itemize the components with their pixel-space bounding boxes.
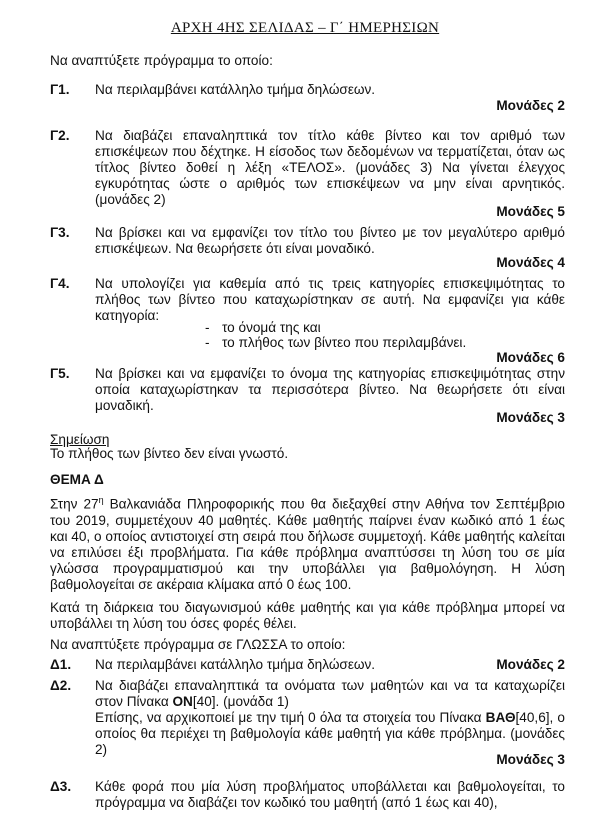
g3-label: Γ3.	[50, 225, 70, 240]
question-d3	[50, 779, 565, 815]
g1-text: Να περιλαμβάνει κατάλληλο τμήμα δηλώσεων.	[95, 82, 376, 97]
g4-label: Γ4.	[50, 276, 70, 291]
d2-monades: Μονάδες 3	[496, 752, 565, 767]
d2-label: Δ2.	[50, 678, 72, 693]
d1-label: Δ1.	[50, 657, 72, 672]
question-d1	[50, 657, 565, 675]
question-g2	[50, 128, 565, 220]
g4-monades: Μονάδες 6	[496, 350, 565, 365]
question-g5	[50, 366, 565, 426]
array-vath: ΒΑΘ	[485, 710, 516, 725]
note-title: Σημείωση	[50, 432, 110, 447]
d2-text: Να διαβάζει επαναληπτικά τα ονόματα των μαθητών και να τα καταχωρίζει στον Πίνακα ΟΝ[40]. (μονάδα 1) Επίσης, να αρχικοποιεί με την τιμή 0 όλα τα στοιχεία του Πίνακα ΒΑΘ[40,6], ο οποίος θα περιέχει τη βαθμολογία κάθε μαθητή για κάθε πρόβλημα. (μονάδες 2)	[95, 678, 565, 757]
g1-label: Γ1.	[50, 82, 70, 97]
question-d2	[50, 678, 565, 768]
d3-label: Δ3.	[50, 779, 72, 794]
d1-monades: Μονάδες 2	[496, 657, 565, 672]
d3-text: Κάθε φορά που μία λύση προβλήματος υποβάλλεται και βαθμολογείται, το πρόγραμμα να διαβάζει τον κωδικό του μαθητή (από 1 έως και 40),	[95, 779, 565, 810]
question-g3	[50, 225, 565, 275]
g3-monades: Μονάδες 4	[496, 255, 565, 270]
intro-g: Να αναπτύξετε πρόγραμμα το οποίο:	[50, 53, 273, 68]
note-text: Το πλήθος των βίντεο δεν είναι γνωστό.	[50, 446, 289, 461]
thema-d-heading: ΘΕΜΑ Δ	[50, 472, 104, 487]
g1-monades: Μονάδες 2	[496, 98, 565, 113]
d-paragraph-2: Κατά τη διάρκεια του διαγωνισμού κάθε μαθητής και για κάθε πρόβλημα μπορεί να υποβάλλει τη λύση του όσες φορές θέλει.	[50, 600, 565, 631]
g2-monades: Μονάδες 5	[496, 204, 565, 219]
d1-text: Να περιλαμβάνει κατάλληλο τμήμα δηλώσεων.	[95, 657, 376, 672]
intro-d: Να αναπτύξετε πρόγραμμα σε ΓΛΩΣΣΑ το οποίο:	[50, 637, 346, 652]
g2-text: Να διαβάζει επαναληπτικά τον τίτλο κάθε βίντεο και τον αριθμό των επισκέψεων που δέχτηκε. Η είσοδος των δεδομένων να τερματίζεται, όταν ως τίτλος βίντεο δοθεί η λέξη «ΤΕΛΟΣ». (μονάδες 3) Να γίνεται έλεγχος εγκυρότητας ώστε ο αριθμός των επισκέψεων να μην είναι αρνητικός. (μονάδες 2)	[95, 128, 565, 207]
g3-text: Να βρίσκει και να εμφανίζει τον τίτλο του βίντεο με τον μεγαλύτερο αριθμό επισκέψεων. Να θεωρήσετε ότι είναι μοναδικό.	[95, 225, 565, 256]
array-on: ΟΝ	[172, 694, 193, 709]
document-page: ΑΡΧΗ 4ΗΣ ΣΕΛΙΔΑΣ – Γ΄ ΗΜΕΡΗΣΙΩΝ Να αναπτύξετε πρόγραμμα το οποίο: Γ1. Να περιλαμβάνει κατάλληλο τμήμα δηλώσεων. Μονάδες 2 Γ2. Να διαβάζει επαναληπτικά τον τίτλο κάθε βίντεο και τον αριθμό των επισκέψεων που δέχτηκε. Η είσοδος των δεδομένων να τερματίζεται, όταν ως τίτλος βίντεο δοθεί η λέξη «ΤΕΛΟΣ». (μονάδες 3) Να γίνεται έλεγχος εγκυρότητας ώστε ο αριθμός των επισκέψεων να μην είναι αρνητικός. (μονάδες 2) Μονάδες 5 Γ3. Να βρίσκει και να εμφανίζει τον τίτλο του βίντεο με τον μεγαλύτερο αριθμό επισκέψεων. Να θεωρήσετε ότι είναι μοναδικό. Μονάδες 4 Γ4. Να υπολογίζει για καθεμία από τις τρεις κατηγορίες επισκεψιμότητας το πλήθος των βίντεο που καταχωρίστηκαν σε αυτή. Να εμφανίζει για κάθε κατηγορία: Μονάδες 6 - το όνομά της και - το πλήθος των βίντεο που περιλαμβάνει. Γ5. Να βρίσκει και να εμφανίζει το όνομα της κατηγορίας επισκεψιμότητας στην οποία καταχωρίστηκαν τα περισσότερα βίντεο. Να θεωρήσετε ότι είναι μοναδική. Μονάδες 3 Σημείωση Το πλήθος των βίντεο δεν είναι γνωστό. ΘΕΜΑ Δ Στην $27^\eta$ Βαλκανιάδα Πληροφορικής που θα διεξαχθεί στην Αθήνα τον Σεπτέμβριο του 2019, συμμετέχουν 40 μαθητές. Κάθε μαθητής παίρνει έναν κωδικό από 1 έως και 40, ο οποίος αντιστοιχεί στη σειρά που δήλωσε συμμετοχή. Κάθε μαθητής καλείται να επιλύσει έξι προβλήματα. Για κάθε πρόβλημα αναπτύσσει τη λύση του σε μία γλώσσα προγραμματισμού και την υποβάλλει για βαθμολόγηση. Η λύση βαθμολογείται σε ακέραια κλίμακα από 0 έως 100. Κατά τη διάρκεια του διαγωνισμού κάθε μαθητής και για κάθε πρόβλημα μπορεί να υποβάλλει τη λύση του όσες φορές θέλει. Να αναπτύξετε πρόγραμμα σε ΓΛΩΣΣΑ το οποίο: Δ1. Να περιλαμβάνει κατάλληλο τμήμα δηλώσεων. Μονάδες 2 Δ2. Να διαβάζει επαναληπτικά τα ονόματα των μαθητών και να τα καταχωρίζει στον Πίνακα ΟΝ[40]. (μονάδα 1) Επίσης, να αρχικοποιεί με την τιμή 0 όλα τα στοιχεία του Πίνακα ΒΑΘ[40,6], ο οποίος θα περιέχει τη βαθμολογία κάθε μαθητή για κάθε πρόβλημα. (μονάδες 2) Μονάδες 3 Δ3. Κάθε φορά που μία λύση προβλήματος υποβάλλεται και βαθμολογείται, το πρόγραμμα να διαβάζει τον κωδικό του μαθητή (από 1 έως και 40),	[0, 0, 610, 821]
g2-label: Γ2.	[50, 128, 70, 143]
g4-text: Να υπολογίζει για καθεμία από τις τρεις κατηγορίες επισκεψιμότητας το πλήθος των βίντεο που καταχωρίστηκαν σε αυτή. Να εμφανίζει για κάθε κατηγορία:	[95, 276, 565, 323]
g5-label: Γ5.	[50, 366, 70, 381]
g5-text: Να βρίσκει και να εμφανίζει το όνομα της κατηγορίας επισκεψιμότητας στην οποία καταχωρίστηκαν τα περισσότερα βίντεο. Να θεωρήσετε ότι είναι μοναδική.	[95, 366, 565, 413]
question-g1	[50, 82, 565, 116]
d-paragraph-1: Στην $27^\eta$ Βαλκανιάδα Πληροφορικής που θα διεξαχθεί στην Αθήνα τον Σεπτέμβριο του 2019, συμμετέχουν 40 μαθητές. Κάθε μαθητής παίρνει έναν κωδικό από 1 έως και 40, ο οποίος αντιστοιχεί στη σειρά που δήλωσε συμμετοχή. Κάθε μαθητής καλείται να επιλύσει έξι προβλήματα. Για κάθε πρόβλημα αναπτύσσει τη λύση του σε μία γλώσσα προγραμματισμού και την υποβάλλει για βαθμολόγηση. Η λύση βαθμολογείται σε ακέραια κλίμακα από 0 έως 100.	[50, 495, 565, 592]
g5-monades: Μονάδες 3	[496, 410, 565, 425]
page-header: ΑΡΧΗ 4ΗΣ ΣΕΛΙΔΑΣ – Γ΄ ΗΜΕΡΗΣΙΩΝ	[170, 20, 440, 36]
